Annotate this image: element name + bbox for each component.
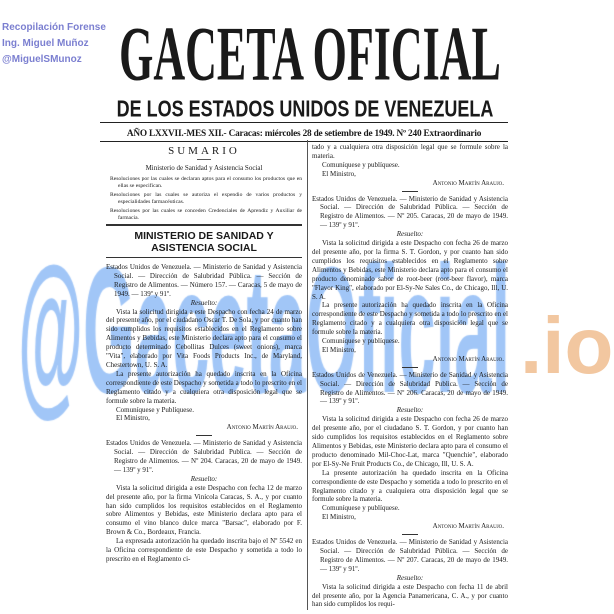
sumario-item: Resoluciones por las cuales se conceden Credenciales de Aprendiz y Auxiliar de farmacia. bbox=[110, 208, 302, 221]
credit-line: Ing. Miguel Muñoz bbox=[2, 38, 89, 49]
divider bbox=[106, 257, 302, 258]
paragraph: La presente autorización ha quedado inscrita en la Oficina correspondiente de este Despacho y sometida a todo lo prescrito en el Reglamento citado y a cualquiera otra disposición legal que se formule sobre la materia. bbox=[106, 369, 302, 405]
dateline-text: AÑO LXXVII.-MES XII.- Caracas: miércoles 28 de setiembre de 1949. Nº 240 Extraordinario bbox=[126, 129, 482, 139]
resuelto-label: Resuelto: bbox=[396, 406, 424, 415]
right-body bbox=[312, 143, 508, 609]
left-body bbox=[106, 263, 302, 564]
right-column bbox=[312, 143, 508, 609]
resolution-header: Estados Unidos de Venezuela. — Ministerio de Sanidad y Asistencia Social. — Dirección de Salubridad Publica. — Sección de Registro de Alimentos. — Nº 204. Caracas, 20 de mayo de 1949. — 139º y 91º. bbox=[106, 439, 302, 474]
left-column bbox=[106, 143, 302, 564]
divider bbox=[106, 224, 302, 226]
credit-line: Recopilación Forense bbox=[2, 22, 106, 33]
minister-label: El Ministro, bbox=[322, 345, 356, 354]
signature: Antonio Martín Araujo. bbox=[432, 354, 504, 363]
paragraph: La presente autorización ha quedado inscrita en la Oficina correspondiente de este Despacho y sometida a todo lo prescrito en el Reglamento citado y a cualquiera otra disposición legal que se formule sobre la materia. bbox=[312, 301, 508, 337]
paragraph: Vista la solicitud dirigida a este Despacho con fecha 24 de marzo del presente año, por el ciudadano Oscar T. De Sola, y por cuanto han sido cumplidos los requisitos establecidos en el Reglamento sobre Alimentos y Bebidas, este Ministerio declara apto para el consumo el producto determinado Cebollitas Dulces (sweet onions), marca "Vita", elaborado por Vita Foods Products Inc., de Maryland, Chestertown, U. S. A. bbox=[106, 307, 302, 369]
signature: Antonio Martín Araujo. bbox=[432, 522, 504, 531]
separator bbox=[196, 435, 212, 436]
sumario-ministry: Ministerio de Sanidad y Asistencia Social bbox=[145, 164, 263, 172]
resolution-header: Estados Unidos de Venezuela. — Ministerio de Sanidad y Asistencia Social. — Dirección de Salubridad Publica. — Sección de Registro de Alimentos. — Nº 206. Caracas, 20 de mayo de 1949. — 139º y 91º. bbox=[312, 370, 508, 406]
paragraph: Vista la solicitud dirigida a este Despacho con fecha 26 de marzo del presente año, por la firma S. T. Gordon, y por cuanto han sido cumplidos los requisitos establecidos en el Reglamento sobre Alimentos y Bebidas, este Ministerio declara apto para el consumo el producto denominado sabor de root-beer (root-beer flavor), marca "Flavor King", elaborado por El-Sy-Ne Sales Co., de Chicago, Ill, U. S. A. bbox=[312, 239, 508, 301]
minister-label: El Ministro, bbox=[116, 414, 150, 423]
minister-label: El Ministro, bbox=[322, 513, 356, 522]
separator bbox=[402, 367, 418, 368]
resuelto-label: Resuelto: bbox=[396, 230, 424, 239]
signature: Antonio Martín Araujo. bbox=[226, 423, 298, 432]
paragraph: La presente autorización ha quedado inscrita en la Oficina correspondiente de este Despacho y sometida a todo lo prescrito en el Reglamento citado y a cualquiera otra disposición legal que se formule sobre la materia. bbox=[312, 468, 508, 504]
paragraph: Vista la solicitud dirigida a este Despacho con fecha 11 de abril del presente año, por la Agencia Panamericana, C. A., y por cuanto han sido cumplidos los requi- bbox=[312, 582, 508, 609]
paragraph: Vista la solicitud dirigida a este Despacho con fecha 26 de marzo del presente año, por el ciudadano S. T. Gordon, y por cuanto han sido cumplidos los requisitos establecidos en el Reglamento sobre Alimentos y Bebidas, este Ministerio declara apto para el consumo el producto denominado Mil-Choc-Lat, marca "Quenchie", elaborado por El-Sy-Ne Fruit Products Co., de Chicago, Ill, U. S. A. bbox=[312, 415, 508, 468]
paragraph: Comuníquese y publíquese. bbox=[322, 160, 400, 169]
subtitle-text: DE LOS ESTADOS UNIDOS DE VENEZUELA bbox=[116, 95, 494, 122]
resuelto-label: Resuelto: bbox=[190, 474, 218, 483]
separator bbox=[402, 191, 418, 192]
separator bbox=[402, 534, 418, 535]
column-divider bbox=[307, 140, 308, 610]
section-heading: MINISTERIO DE SANIDAD Y ASISTENCIA SOCIAL bbox=[134, 230, 274, 254]
credit-line: @MiguelSMunoz bbox=[2, 54, 82, 65]
sumario-item: Resoluciones por las cuales se autoriza el expendio de varios productos y especialidades farmacéuticas. bbox=[110, 192, 302, 205]
sumario-title: SUMARIO bbox=[168, 145, 240, 157]
resuelto-label: Resuelto: bbox=[190, 298, 218, 307]
paragraph: Comuníquese y publíquese. bbox=[322, 504, 400, 513]
paragraph: Comuníquese y publíquese. bbox=[322, 337, 400, 346]
minister-label: El Ministro, bbox=[322, 169, 356, 178]
paragraph: Comuníquese y Publíquese. bbox=[116, 405, 194, 414]
title-text: GACETA OFICIAL bbox=[119, 11, 501, 97]
paragraph: tado y a cualquiera otra disposición legal que se formule sobre la materia. bbox=[312, 143, 508, 160]
divider bbox=[197, 159, 211, 160]
issue-dateline bbox=[100, 122, 508, 142]
resolution-header: Estados Unidos de Venezuela. — Ministerio de Sanidad y Asistencia Social. — Dirección de Salubridad Pública. — Sección de Registro de Alimentos. — Nº 207. Caracas, 20 de mayo de 1949. — 139º y 91º. bbox=[312, 538, 508, 573]
resolution-header: Estados Unidos de Venezuela. — Ministerio de Sanidad y Asistencia Social. — Dirección de Salubridad Pública. — Sección de Registro de Alimentos. — Nº 205. Caracas, 20 de mayo de 1949. — 139º y 91º. bbox=[312, 194, 508, 230]
paragraph: La expresada autorización ha quedado inscrita bajo el Nº 5542 en la Oficina correspondiente de este Despacho y sometida a todo lo prescrito en el Reglamento ci- bbox=[106, 537, 302, 563]
watermark-suffix: .io bbox=[520, 301, 614, 390]
paragraph: Vista la solicitud dirigida a este Despacho con fecha 12 de marzo del presente año, por la firma Vinícola Caracas, S. A., y por cuanto han sido cumplidos los requisitos establecidos en el Reglamento sobre Alimentos y Bebidas, este Ministerio declara apto para el consumo el vino blanco dulce marca "Barsac", elaborado por F. Brown & Co., Bordeaux, Francia. bbox=[106, 483, 302, 537]
masthead-subtitle bbox=[100, 95, 510, 122]
watermark-credit bbox=[2, 20, 106, 68]
signature: Antonio Martín Araujo. bbox=[432, 178, 504, 187]
masthead-title bbox=[104, 11, 516, 97]
resuelto-label: Resuelto: bbox=[396, 573, 424, 582]
resolution-header: Estados Unidos de Venezuela. — Ministerio de Sanidad y Asistencia Social. — Dirección de Salubridad Pública. — Sección de Registro de Alimentos. — Número 157. — Caracas, 5 de mayo de 1949. — 139º y 91º. bbox=[106, 263, 302, 298]
sumario-item: Resoluciones por las cuales se declaran aptos para el consumo los productos que en ellas se especifican. bbox=[110, 176, 302, 189]
